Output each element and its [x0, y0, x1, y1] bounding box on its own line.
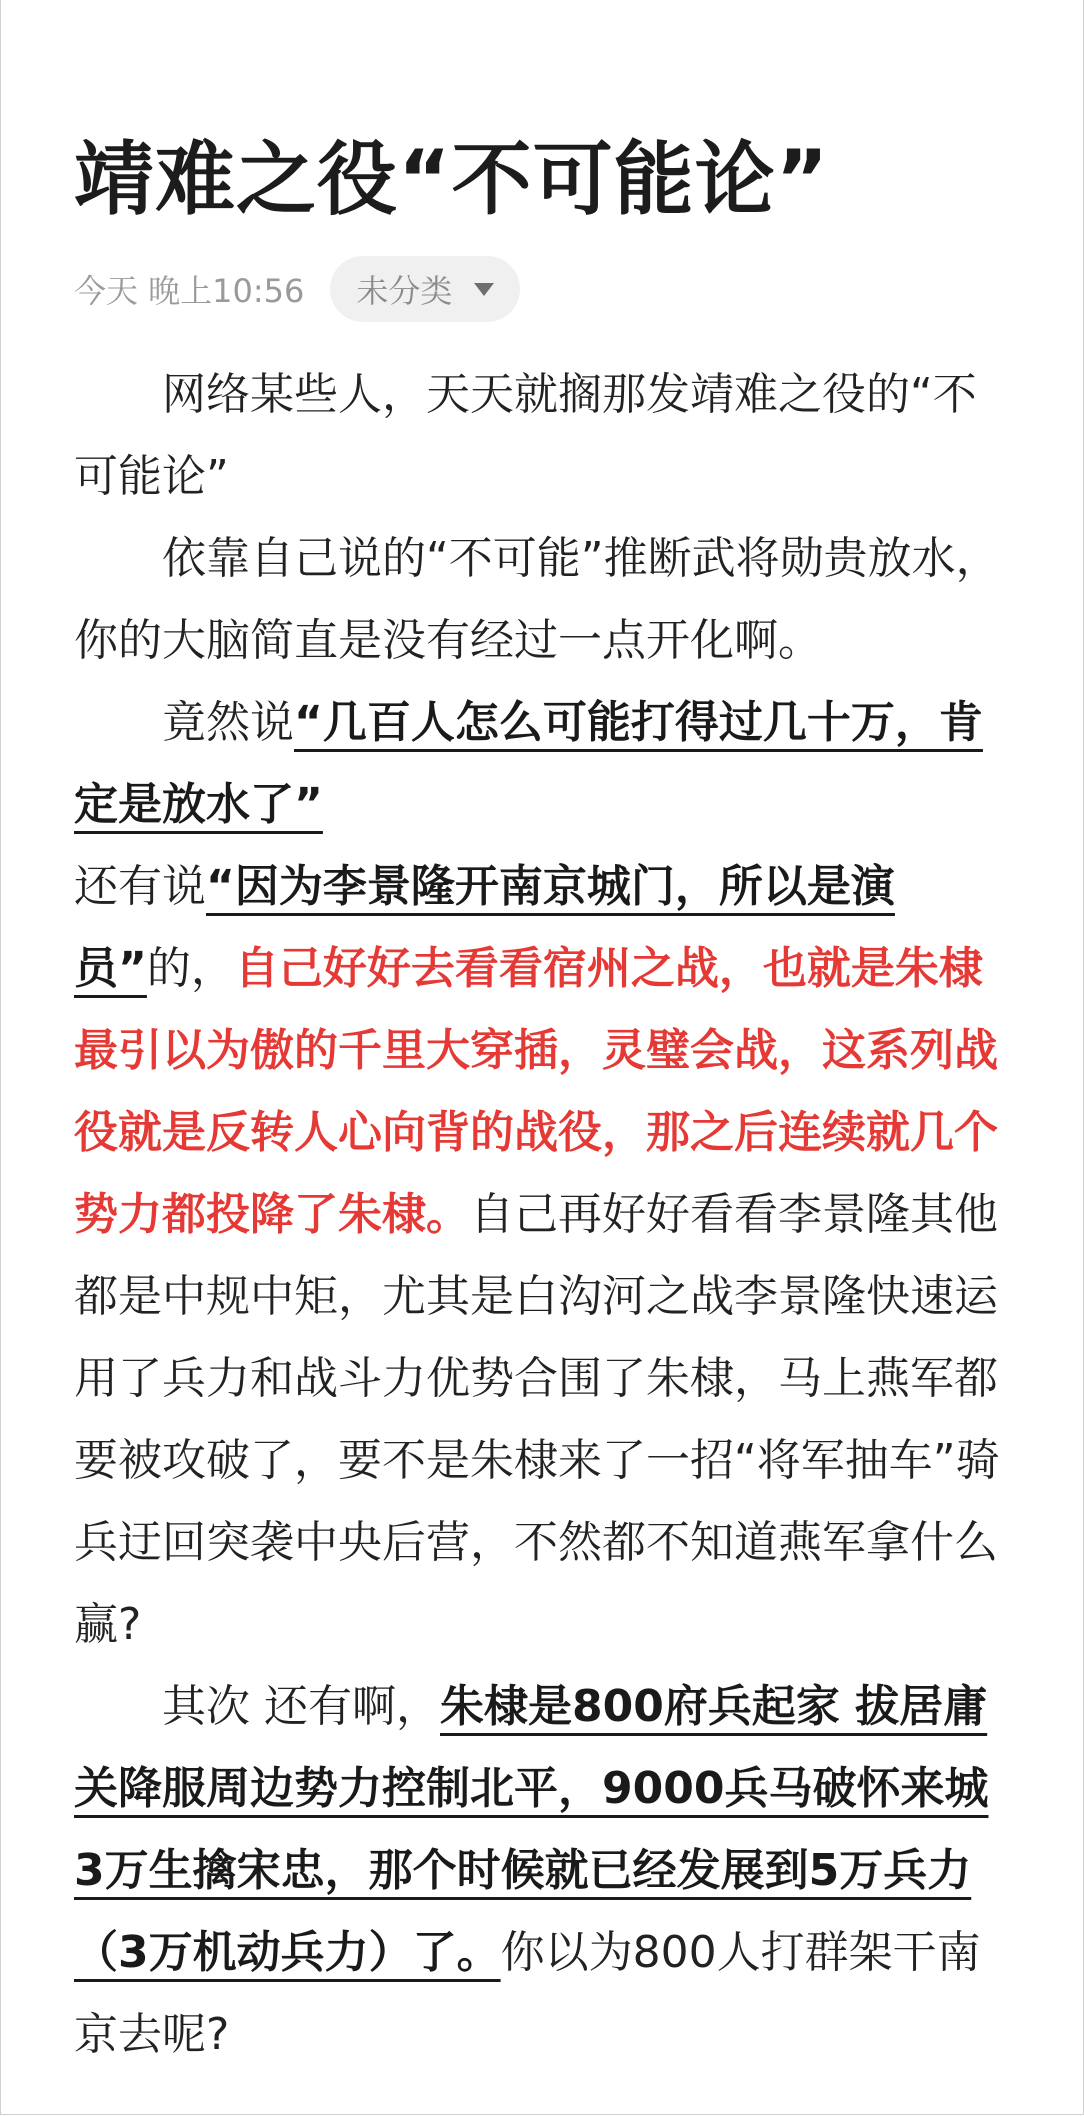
- paragraph-3-bold-quote: “几百人怎么可能打得过几十万，肯定是放水了”: [74, 697, 983, 830]
- paragraph-4-bold-quote: “因为李景隆开南京城门，所以是演员”: [74, 861, 895, 994]
- paragraph-1: [74, 354, 1010, 518]
- paragraph-3-prefix: 竟然说: [162, 697, 294, 748]
- paragraph-2: [74, 518, 1010, 682]
- article-meta: [74, 256, 520, 322]
- paragraph-2-text: 依靠自己说的“不可能”推断武将勋贵放水，你的大脑简直是没有经过一点开化啊。: [74, 533, 1000, 666]
- paragraph-5-rest: 你以为800人打群架干南京去呢?: [74, 1927, 981, 2060]
- category-label: 未分类: [356, 272, 453, 310]
- paragraph-4: [74, 846, 1010, 1666]
- paragraph-4-mid: 的，: [146, 943, 235, 994]
- paragraph-5: [74, 1666, 1010, 2076]
- paragraph-4-red-highlight: 自己好好去看看宿州之战，也就是朱棣最引以为傲的千里大穿插，灵璧会战，这系列战役就是反转人心向背的战役，那之后连续就几个势力都投降了朱棣。: [74, 943, 998, 1240]
- article-title: 靖难之役“不可能论”: [74, 133, 830, 226]
- paragraph-1-text: 网络某些人，天天就搁那发靖难之役的“不可能论”: [74, 369, 977, 502]
- category-selector[interactable]: [330, 256, 520, 322]
- paragraph-4-rest: 自己再好好看看李景隆其他都是中规中矩，尤其是白沟河之战李景隆快速运用了兵力和战斗力优势合围了朱棣，马上燕军都要被攻破了，要不是朱棣来了一招“将军抽车”骑兵迂回突袭中央后营，不然都不知道燕军拿什么赢?: [74, 1189, 1000, 1650]
- paragraph-5-bold-statement: 朱棣是800府兵起家 拔居庸关降服周边势力控制北平，9000兵马破怀来城3万生擒宋忠，那个时候就已经发展到5万兵力（3万机动兵力）了。: [74, 1681, 989, 1978]
- article-body: [74, 354, 1010, 2076]
- paragraph-5-prefix: 其次 还有啊，: [162, 1681, 440, 1732]
- paragraph-3: [74, 682, 1010, 846]
- article-timestamp: 今天 晚上10:56: [74, 272, 305, 310]
- caret-down-icon: [474, 283, 494, 296]
- paragraph-4-prefix: 还有说: [74, 861, 206, 912]
